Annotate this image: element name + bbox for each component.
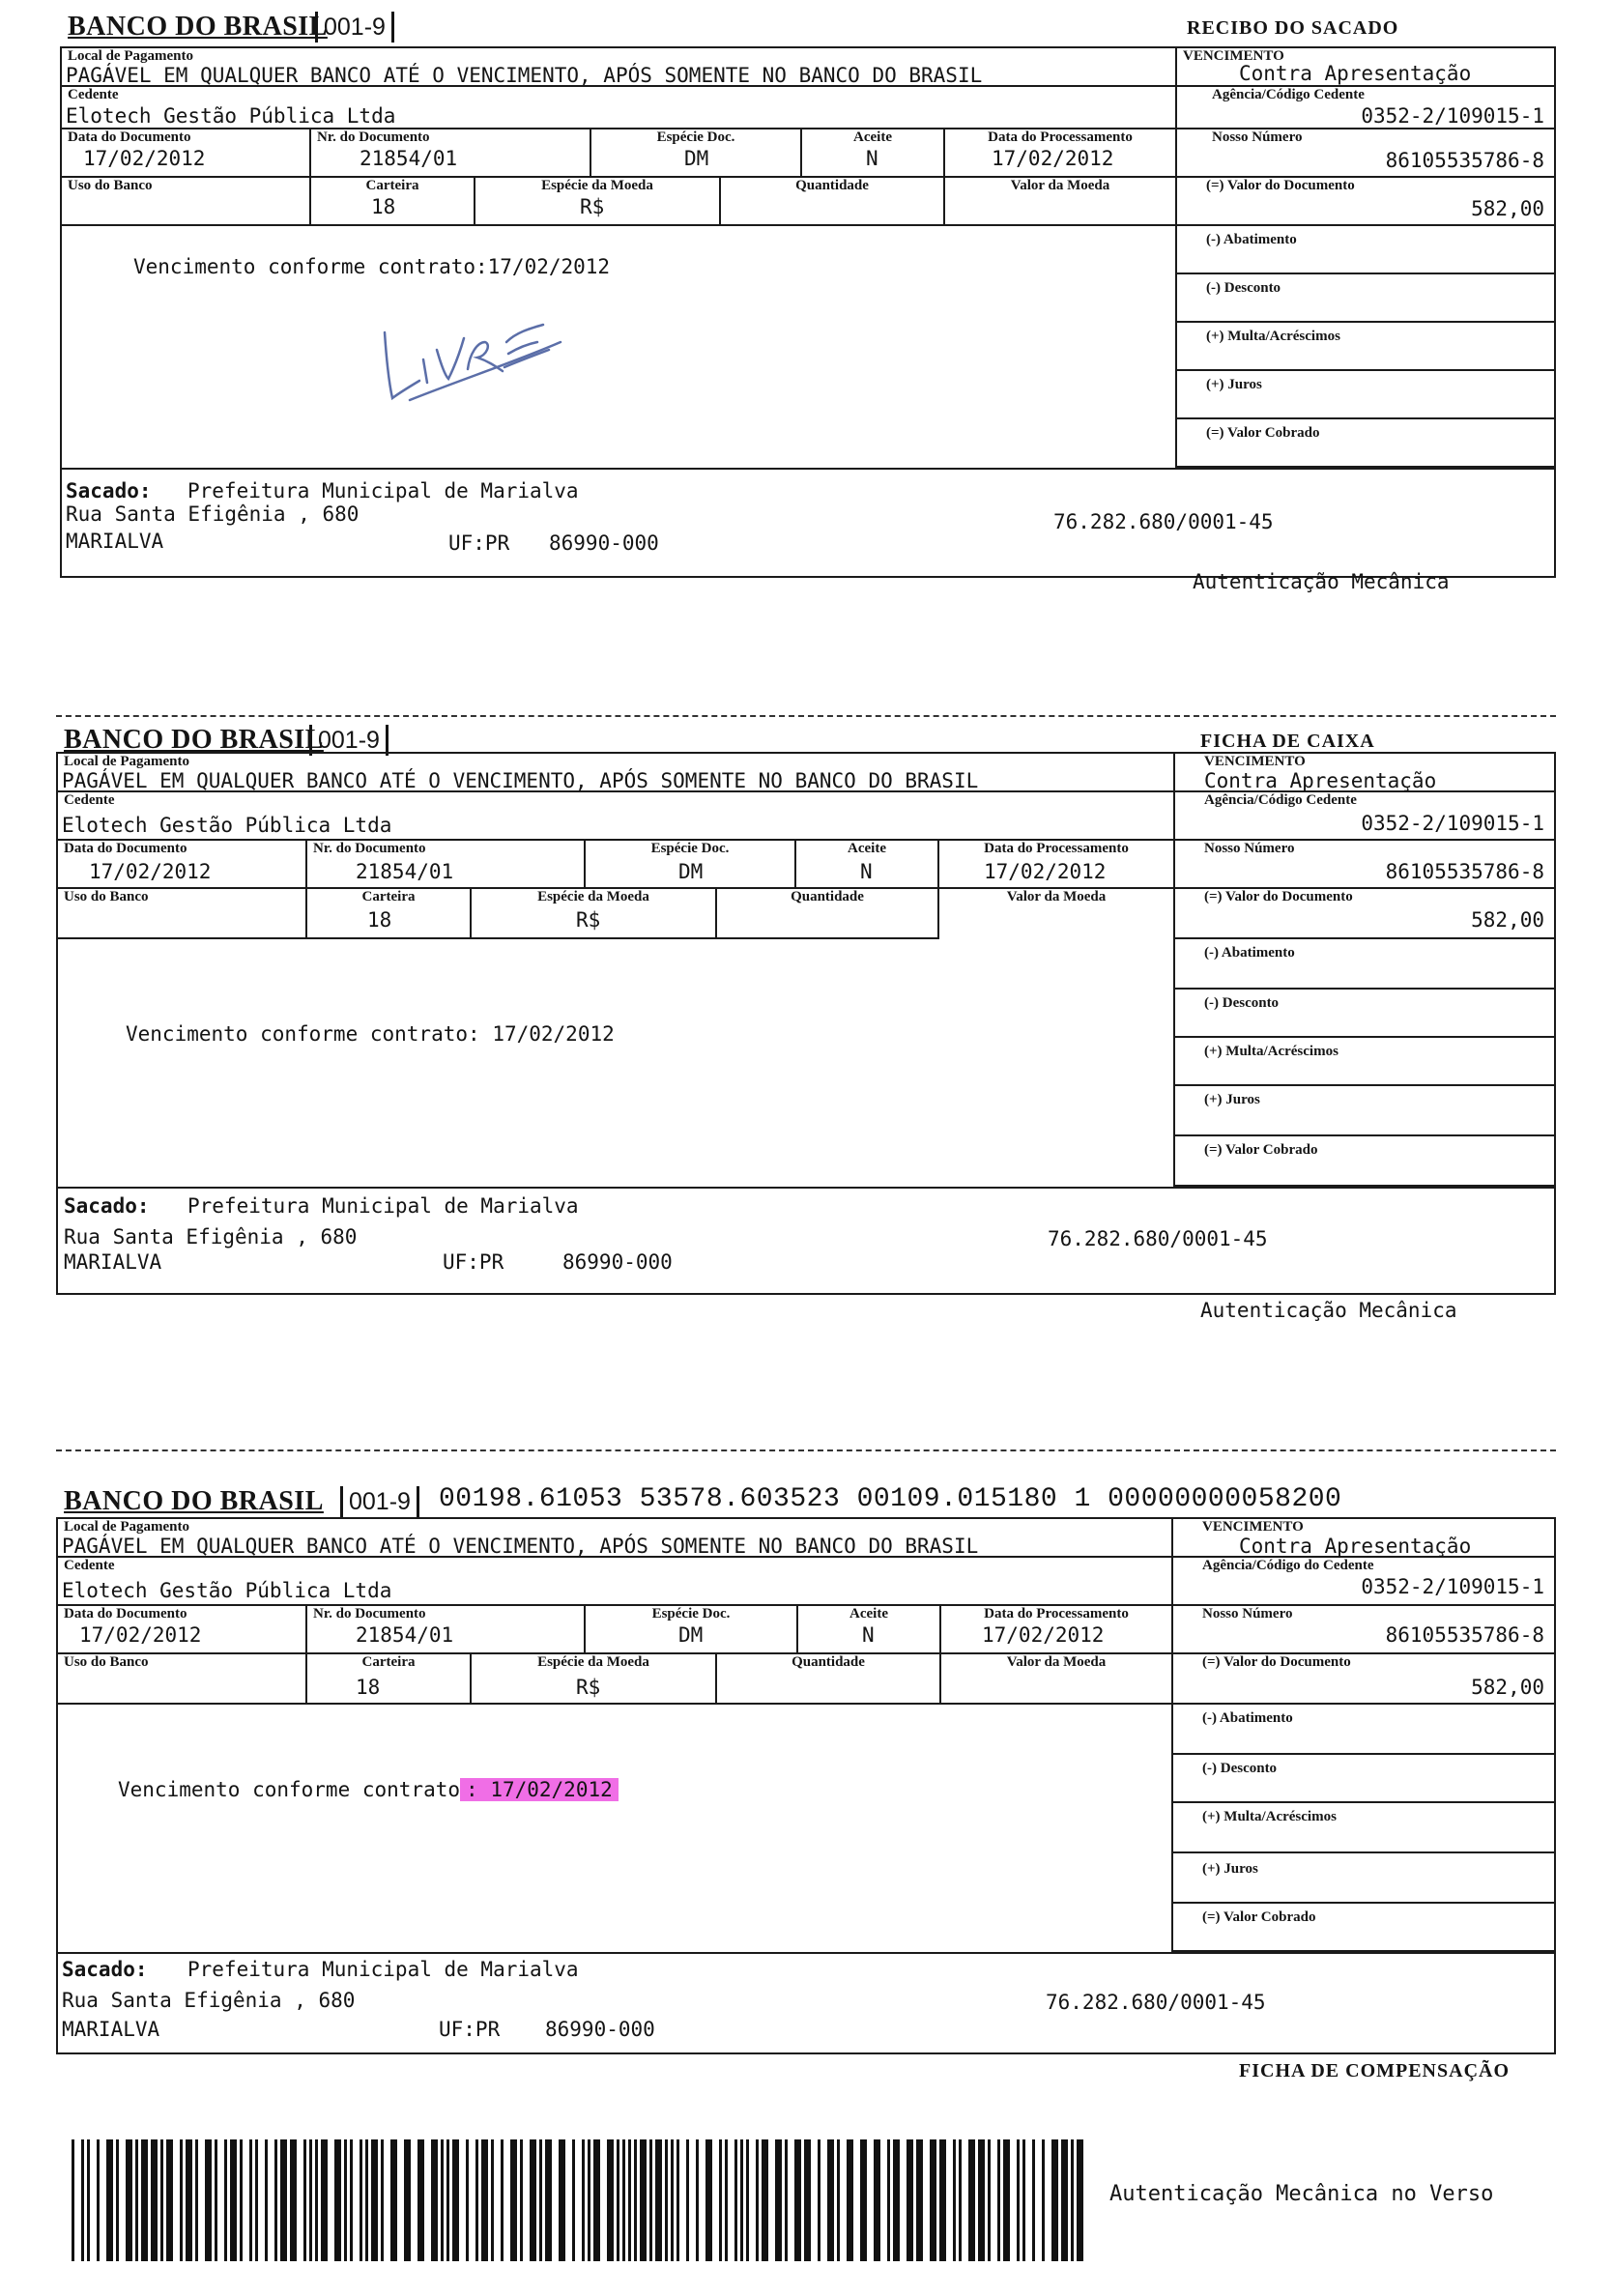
barcode-bar [195,2139,198,2261]
valor-documento-cell: (=) Valor do Documento 582,00 [1175,889,1554,939]
instructions-area [62,226,1177,468]
barcode-bar [785,2139,788,2261]
sacado-cidade: MARIALVA [66,530,164,553]
barcode-bar [160,2139,163,2261]
data-documento-cell: Data do Documento 17/02/2012 [62,129,311,178]
barcode-bar [224,2139,227,2261]
barcode-bar [640,2139,647,2261]
barcode-bar [968,2139,975,2261]
barcode-bar [151,2139,158,2261]
barcode-bar [126,2139,132,2261]
barcode-bar [827,2139,834,2261]
uso-banco-cell: Uso do Banco [58,889,307,939]
sacado-nome: Prefeitura Municipal de Marialva [187,1194,579,1218]
barcode-bar [481,2139,488,2261]
barcode-bar [431,2139,438,2261]
vencimento-value: Contra Apresentação [1204,769,1437,792]
slip-form [56,752,1556,1295]
slip-ficha-compensacao [56,1484,1556,2286]
autenticacao-mecanica: Autenticação Mecânica [1200,1299,1457,1322]
barcode-bar [1017,2139,1020,2261]
barcode-bar [655,2139,662,2261]
multa-cell: (+) Multa/Acréscimos [1173,1803,1554,1853]
agencia-value: 0352-2/109015-1 [1361,104,1544,128]
sacado-cnpj: 76.282.680/0001-45 [1053,510,1274,533]
data-documento-cell: Data do Documento 17/02/2012 [58,841,307,889]
barcode-bar [582,2139,585,2261]
barcode-bar [72,2139,74,2261]
barcode-bar [734,2139,737,2261]
barcode-bar [1077,2139,1083,2261]
sacado-label: Sacado: [62,1958,148,1981]
barcode-bar [634,2139,637,2261]
sacado-cnpj: 76.282.680/0001-45 [1046,1991,1266,2014]
carteira-cell: Carteira 18 [311,178,475,226]
sacado-nome: Prefeitura Municipal de Marialva [187,1958,579,1981]
vencimento-cell: VENCIMENTO Contra Apresentação [1175,754,1554,792]
barcode-bar [501,2139,504,2261]
barcode-bar [874,2139,880,2261]
barcode [72,2139,1096,2261]
data-processamento-cell: Data do Processamento 17/02/2012 [941,1606,1173,1654]
sacado-label: Sacado: [64,1194,150,1218]
multa-cell: (+) Multa/Acréscimos [1177,323,1554,371]
barcode-bar [240,2139,243,2261]
juros-cell: (+) Juros [1175,1086,1554,1136]
cedente-value: Elotech Gestão Pública Ltda [62,814,392,837]
barcode-bar [230,2139,237,2261]
local-pagamento-value: PAGÁVEL EM QUALQUER BANCO ATÉ O VENCIMENTO, APÓS SOMENTE NO BANCO DO BRASIL [62,1535,979,1558]
valor-moeda-cell: Valor da Moeda [945,178,1177,226]
barcode-bar [87,2139,90,2261]
barcode-bar [705,2139,712,2261]
cedente-cell: Cedente Elotech Gestão Pública Ltda [62,87,1177,129]
barcode-bar [665,2139,668,2261]
barcode-bar [309,2139,312,2261]
instruction-text: Vencimento conforme contrato : 17/02/2012 [118,1778,619,1801]
especie-doc-cell: Espécie Doc. DM [586,1606,798,1654]
sacado-nome: Prefeitura Municipal de Marialva [187,479,579,502]
aceite-cell: Aceite N [802,129,945,178]
barcode-bar [978,2139,985,2261]
carteira-cell: Carteira 18 [307,1654,472,1705]
barcode-bar [953,2139,956,2261]
barcode-bar [381,2139,384,2261]
abatimento-cell: (-) Abatimento [1173,1705,1554,1755]
barcode-bar [334,2139,341,2261]
nr-documento-cell: Nr. do Documento 21854/01 [311,129,591,178]
instructions-area [58,939,1175,1187]
sacado-cidade: MARIALVA [64,1250,162,1274]
slip-title: FICHA DE COMPENSAÇÃO [1239,2060,1511,2081]
barcode-bar [572,2139,575,2261]
barcode-bar [746,2139,749,2261]
sacado-cep: 86990-000 [562,1250,673,1274]
barcode-bar [166,2139,173,2261]
barcode-bar [255,2139,258,2261]
barcode-bar [81,2139,84,2261]
juros-cell: (+) Juros [1177,371,1554,419]
local-pagamento-value: PAGÁVEL EM QUALQUER BANCO ATÉ O VENCIMENTO, APÓS SOMENTE NO BANCO DO BRASIL [62,769,979,792]
slip-ficha-caixa [56,723,1556,1332]
agencia-cell: Agência/Código do Cedente 0352-2/109015-1 [1173,1558,1554,1606]
barcode-bar [1022,2139,1025,2261]
barcode-bar [205,2139,212,2261]
quantidade-cell: Quantidade [717,1654,941,1705]
sacado-cep: 86990-000 [545,2018,655,2041]
digitable-line: 00198.61053 53578.603523 00109.015180 1 00000000058200 [439,1484,1342,1514]
barcode-bar [740,2139,743,2261]
barcode-bar [775,2139,782,2261]
especie-moeda-cell: Espécie da Moeda R$ [472,1654,717,1705]
uso-banco-cell: Uso do Banco [62,178,311,226]
sacado-endereco: Rua Santa Efigênia , 680 [62,1989,356,2012]
data-processamento-cell: Data do Processamento 17/02/2012 [945,129,1177,178]
barcode-bar [1042,2139,1045,2261]
sacado-area [62,468,1554,576]
multa-cell: (+) Multa/Acréscimos [1175,1038,1554,1086]
barcode-bar [887,2139,890,2261]
barcode-bar [344,2139,347,2261]
barcode-bar [1061,2139,1068,2261]
agencia-cell: Agência/Código Cedente 0352-2/109015-1 [1177,87,1554,129]
barcode-bar [466,2139,469,2261]
desconto-cell: (-) Desconto [1173,1755,1554,1803]
valor-moeda-cell: Valor da Moeda [939,889,1175,939]
bank-name: BANCO DO BRASIL [64,1486,324,1516]
slip-header [56,1484,1556,1521]
valor-cobrado-cell: (=) Valor Cobrado [1175,1136,1554,1187]
barcode-bar [1003,2139,1010,2261]
barcode-bar [762,2139,768,2261]
cut-line [56,1449,1556,1451]
slip-form [56,1517,1556,2054]
barcode-bar [215,2139,217,2261]
nosso-numero-cell: Nosso Número 86105535786-8 [1177,129,1554,178]
sacado-label: Sacado: [66,479,152,502]
barcode-bar [725,2139,728,2261]
barcode-bar [959,2139,962,2261]
uso-banco-cell: Uso do Banco [58,1654,307,1705]
barcode-bar [141,2139,148,2261]
instruction-text: Vencimento conforme contrato:17/02/2012 [133,255,611,278]
barcode-bar [350,2139,353,2261]
barcode-bar [475,2139,478,2261]
barcode-bar [180,2139,183,2261]
barcode-bar [756,2139,759,2261]
barcode-bar [794,2139,801,2261]
quantidade-cell: Quantidade [721,178,945,226]
nr-documento-cell: Nr. do Documento 21854/01 [307,841,586,889]
quantidade-cell: Quantidade [717,889,939,939]
highlighted-due-date: : 17/02/2012 [460,1778,619,1801]
barcode-bar [607,2139,614,2261]
vencimento-value: Contra Apresentação [1239,1535,1472,1558]
valor-documento-cell: (=) Valor do Documento 582,00 [1177,178,1554,226]
barcode-bar [520,2139,523,2261]
valor-cobrado-cell: (=) Valor Cobrado [1173,1904,1554,1952]
local-pagamento-value: PAGÁVEL EM QUALQUER BANCO ATÉ O VENCIMENTO, APÓS SOMENTE NO BANCO DO BRASIL [66,64,983,87]
valor-cobrado-cell: (=) Valor Cobrado [1177,419,1554,468]
sacado-area [58,1952,1554,2052]
barcode-bar [939,2139,946,2261]
barcode-bar [686,2139,689,2261]
sacado-endereco: Rua Santa Efigênia , 680 [64,1225,358,1248]
barcode-bar [135,2139,138,2261]
barcode-bar [696,2139,699,2261]
barcode-bar [617,2139,619,2261]
barcode-bar [671,2139,674,2261]
bank-name: BANCO DO BRASIL [68,12,328,42]
bank-code: 001-9 [340,1486,419,1517]
barcode-bar [249,2139,252,2261]
barcode-bar [290,2139,297,2261]
agencia-cell: Agência/Código Cedente 0352-2/109015-1 [1175,792,1554,841]
slip-title: FICHA DE CAIXA [1200,731,1375,752]
barcode-bar [676,2139,679,2261]
cedente-cell: Cedente Elotech Gestão Pública Ltda [58,1558,1173,1606]
barcode-bar [997,2139,1000,2261]
agencia-value: 0352-2/109015-1 [1361,812,1544,835]
barcode-bar [1032,2139,1035,2261]
barcode-bar [280,2139,287,2261]
local-pagamento-cell: Local de Pagamento PAGÁVEL EM QUALQUER BANCO ATÉ O VENCIMENTO, APÓS SOMENTE NO BANCO DO BRASIL [58,1519,1173,1558]
abatimento-cell: (-) Abatimento [1175,939,1554,990]
barcode-bar [559,2139,565,2261]
sacado-cnpj: 76.282.680/0001-45 [1048,1227,1268,1250]
desconto-cell: (-) Desconto [1177,274,1554,323]
barcode-bar [510,2139,517,2261]
agencia-value: 0352-2/109015-1 [1361,1575,1544,1598]
barcode-bar [491,2139,494,2261]
nosso-numero-cell: Nosso Número 86105535786-8 [1175,841,1554,889]
barcode-bar [649,2139,652,2261]
barcode-bar [404,2139,411,2261]
barcode-bar [360,2139,362,2261]
autenticacao-mecanica: Autenticação Mecânica [1193,570,1450,593]
sacado-endereco: Rua Santa Efigênia , 680 [66,502,360,526]
barcode-bar [265,2139,268,2261]
cedente-value: Elotech Gestão Pública Ltda [66,104,396,128]
vencimento-cell: VENCIMENTO Contra Apresentação [1173,1519,1554,1558]
slip-recibo-sacado [56,10,1556,593]
nosso-numero-cell: Nosso Número 86105535786-8 [1173,1606,1554,1654]
vencimento-cell: VENCIMENTO Contra Apresentação [1177,48,1554,87]
barcode-bar [988,2139,991,2261]
especie-moeda-cell: Espécie da Moeda R$ [472,889,717,939]
data-documento-cell: Data do Documento 17/02/2012 [58,1606,307,1654]
instructions-area [58,1705,1173,1952]
sacado-uf: UF:PR [448,531,510,555]
valor-documento-cell: (=) Valor do Documento 582,00 [1173,1654,1554,1705]
especie-moeda-cell: Espécie da Moeda R$ [475,178,721,226]
valor-moeda-cell: Valor da Moeda [941,1654,1173,1705]
barcode-bar [417,2139,424,2261]
barcode-bar [365,2139,368,2261]
barcode-bar [315,2139,318,2261]
barcode-bar [907,2139,913,2261]
instruction-text: Vencimento conforme contrato: 17/02/2012 [126,1022,615,1046]
aceite-cell: Aceite N [798,1606,941,1654]
cut-line [56,715,1556,717]
barcode-bar [116,2139,119,2261]
slip-header [56,10,1556,46]
local-pagamento-cell: Local de Pagamento PAGÁVEL EM QUALQUER BANCO ATÉ O VENCIMENTO, APÓS SOMENTE NO BANCO DO BRASIL [62,48,1177,87]
barcode-bar [593,2139,600,2261]
slip-form [60,46,1556,578]
barcode-bar [390,2139,397,2261]
barcode-bar [837,2139,840,2261]
barcode-bar [530,2139,536,2261]
barcode-bar [106,2139,113,2261]
barcode-bar [303,2139,306,2261]
barcode-bar [97,2139,100,2261]
handwritten-livre [371,303,564,410]
barcode-bar [446,2139,449,2261]
barcode-bar [719,2139,722,2261]
barcode-bar [274,2139,277,2261]
data-processamento-cell: Data do Processamento 17/02/2012 [939,841,1175,889]
barcode-bar [1071,2139,1074,2261]
barcode-bar [452,2139,459,2261]
barcode-bar [804,2139,811,2261]
autenticacao-mecanica-verso: Autenticação Mecânica no Verso [1109,2182,1494,2206]
sacado-uf: UF:PR [443,1250,504,1274]
vencimento-value: Contra Apresentação [1239,62,1472,85]
handwritten-livre-text: Livre [371,408,375,409]
juros-cell: (+) Juros [1173,1853,1554,1904]
barcode-bar [539,2139,542,2261]
carteira-cell: Carteira 18 [307,889,472,939]
sacado-cep: 86990-000 [549,531,659,555]
barcode-bar [622,2139,625,2261]
aceite-cell: Aceite N [796,841,939,889]
bank-name: BANCO DO BRASIL [64,725,324,755]
barcode-bar [893,2139,900,2261]
barcode-bar [186,2139,192,2261]
nr-documento-cell: Nr. do Documento 21854/01 [307,1606,586,1654]
cedente-value: Elotech Gestão Pública Ltda [62,1579,392,1602]
sacado-uf: UF:PR [439,2018,501,2041]
barcode-bar [847,2139,853,2261]
local-pagamento-cell: Local de Pagamento PAGÁVEL EM QUALQUER BANCO ATÉ O VENCIMENTO, APÓS SOMENTE NO BANCO DO BRASIL [58,754,1175,792]
barcode-bar [818,2139,820,2261]
barcode-bar [860,2139,867,2261]
bank-code: 001-9 [309,725,389,756]
barcode-bar [930,2139,936,2261]
bank-code: 001-9 [315,12,394,43]
barcode-bar [441,2139,444,2261]
especie-doc-cell: Espécie Doc. DM [586,841,796,889]
abatimento-cell: (-) Abatimento [1177,226,1554,274]
slip-title: RECIBO DO SACADO [1187,17,1399,39]
barcode-bar [916,2139,923,2261]
barcode-bar [321,2139,328,2261]
barcode-bar [588,2139,590,2261]
barcode-bar [1051,2139,1058,2261]
barcode-bar [371,2139,378,2261]
desconto-cell: (-) Desconto [1175,990,1554,1038]
sacado-area [58,1187,1554,1293]
especie-doc-cell: Espécie Doc. DM [591,129,802,178]
cedente-cell: Cedente Elotech Gestão Pública Ltda [58,792,1175,841]
barcode-bar [545,2139,552,2261]
barcode-bar [628,2139,631,2261]
sacado-cidade: MARIALVA [62,2018,160,2041]
